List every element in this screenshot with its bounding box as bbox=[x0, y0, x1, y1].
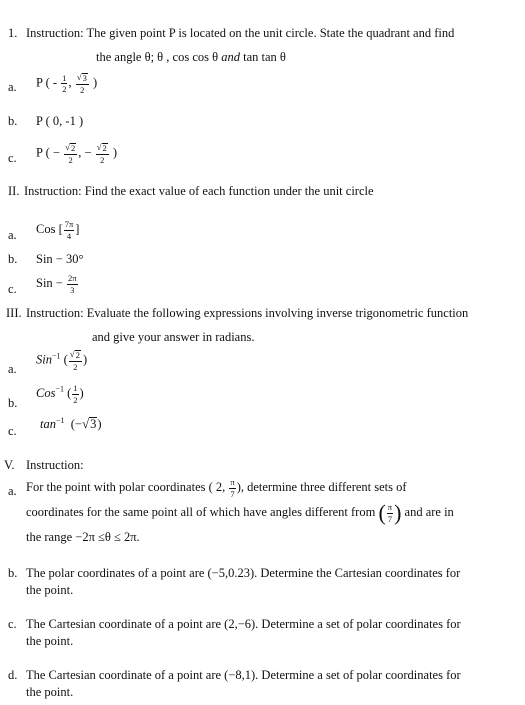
item-5a-letter: a. bbox=[8, 484, 17, 498]
item-2a-letter: a. bbox=[8, 228, 17, 242]
item-5c-line2: the point. bbox=[26, 634, 74, 648]
item-5a-line1: For the point with polar coordinates ( 2, $\frac{\pi}{7}$ ), determine three different sets of bbox=[26, 477, 407, 499]
section-1-instruction-line1: Instruction: The given point P is located on the unit circle. State the quadrant and find bbox=[26, 26, 455, 40]
item-1c-expression: P ( − √ 2 2 , − √ 2 2 ) bbox=[36, 142, 118, 165]
section-3-instruction-line2: and give your answer in radians. bbox=[92, 330, 255, 344]
item-2b-expression: Sin − 30° bbox=[36, 252, 84, 266]
section-2-instruction: Instruction: Find the exact value of each function under the unit circle bbox=[24, 184, 374, 198]
item-5d-letter: d. bbox=[8, 668, 18, 682]
item-5b-letter: b. bbox=[8, 566, 18, 580]
item-3b-expression: Cos$^{-1}$ ( $\frac{1}{2}$ ) bbox=[36, 383, 84, 405]
item-1c-letter: c. bbox=[8, 151, 17, 165]
item-5d-line1: The Cartesian coordinate of a point are (−8,1). Determine a set of polar coordinates for bbox=[26, 668, 461, 682]
section-5-number: V. bbox=[4, 458, 15, 472]
section-2-number: II. bbox=[8, 184, 20, 198]
item-5c-line1: The Cartesian coordinate of a point are (2,−6). Determine a set of polar coordinates for bbox=[26, 617, 461, 631]
section-1-number: 1. bbox=[8, 26, 18, 40]
item-5d-line2: the point. bbox=[26, 685, 74, 699]
item-3b-letter: b. bbox=[8, 396, 18, 410]
item-2a-expression: Cos [ $\frac{7\pi}{4}$ ] bbox=[36, 219, 80, 241]
item-3c-expression: $\tan^{-1}$ (− √ 3 ) bbox=[40, 416, 102, 432]
item-1a-letter: a. bbox=[8, 80, 17, 94]
item-2c-expression: Sin − $\frac{2\pi}{3}$ bbox=[36, 273, 77, 295]
item-1b-letter: b. bbox=[8, 114, 18, 128]
item-5b-line2: the point. bbox=[26, 583, 74, 597]
item-5c-letter: c. bbox=[8, 617, 17, 631]
section-3-instruction-line1: Instruction: Evaluate the following expressions involving inverse trigonometric function bbox=[26, 306, 469, 320]
item-5a-line2: coordinates for the same point all of which have angles different from ( $\frac{\pi}{7}$ ) and are in bbox=[26, 500, 454, 525]
item-5a-line3: the range −2π ≤θ ≤ 2π. bbox=[26, 530, 140, 544]
section-3-number: III. bbox=[6, 306, 22, 320]
item-5b-line1: The polar coordinates of a point are (−5,0.23). Determine the Cartesian coordinates for bbox=[26, 566, 461, 580]
item-1a-expression: P ( - $\frac{1}{2}$ , √ 3 2 ) bbox=[36, 72, 98, 95]
item-1b-expression: P ( 0, -1 ) bbox=[36, 114, 84, 128]
section-1-instruction-line2: the angle θ; θ , cos cos θ and tan tan θ bbox=[96, 50, 286, 64]
item-2b-letter: b. bbox=[8, 252, 18, 266]
item-3a-letter: a. bbox=[8, 362, 17, 376]
item-3a-expression: Sin$^{-1}$ ( √ 2 2 ) bbox=[36, 349, 88, 372]
item-2c-letter: c. bbox=[8, 282, 17, 296]
section-5-instruction: Instruction: bbox=[26, 458, 84, 472]
item-3c-letter: c. bbox=[8, 424, 17, 438]
